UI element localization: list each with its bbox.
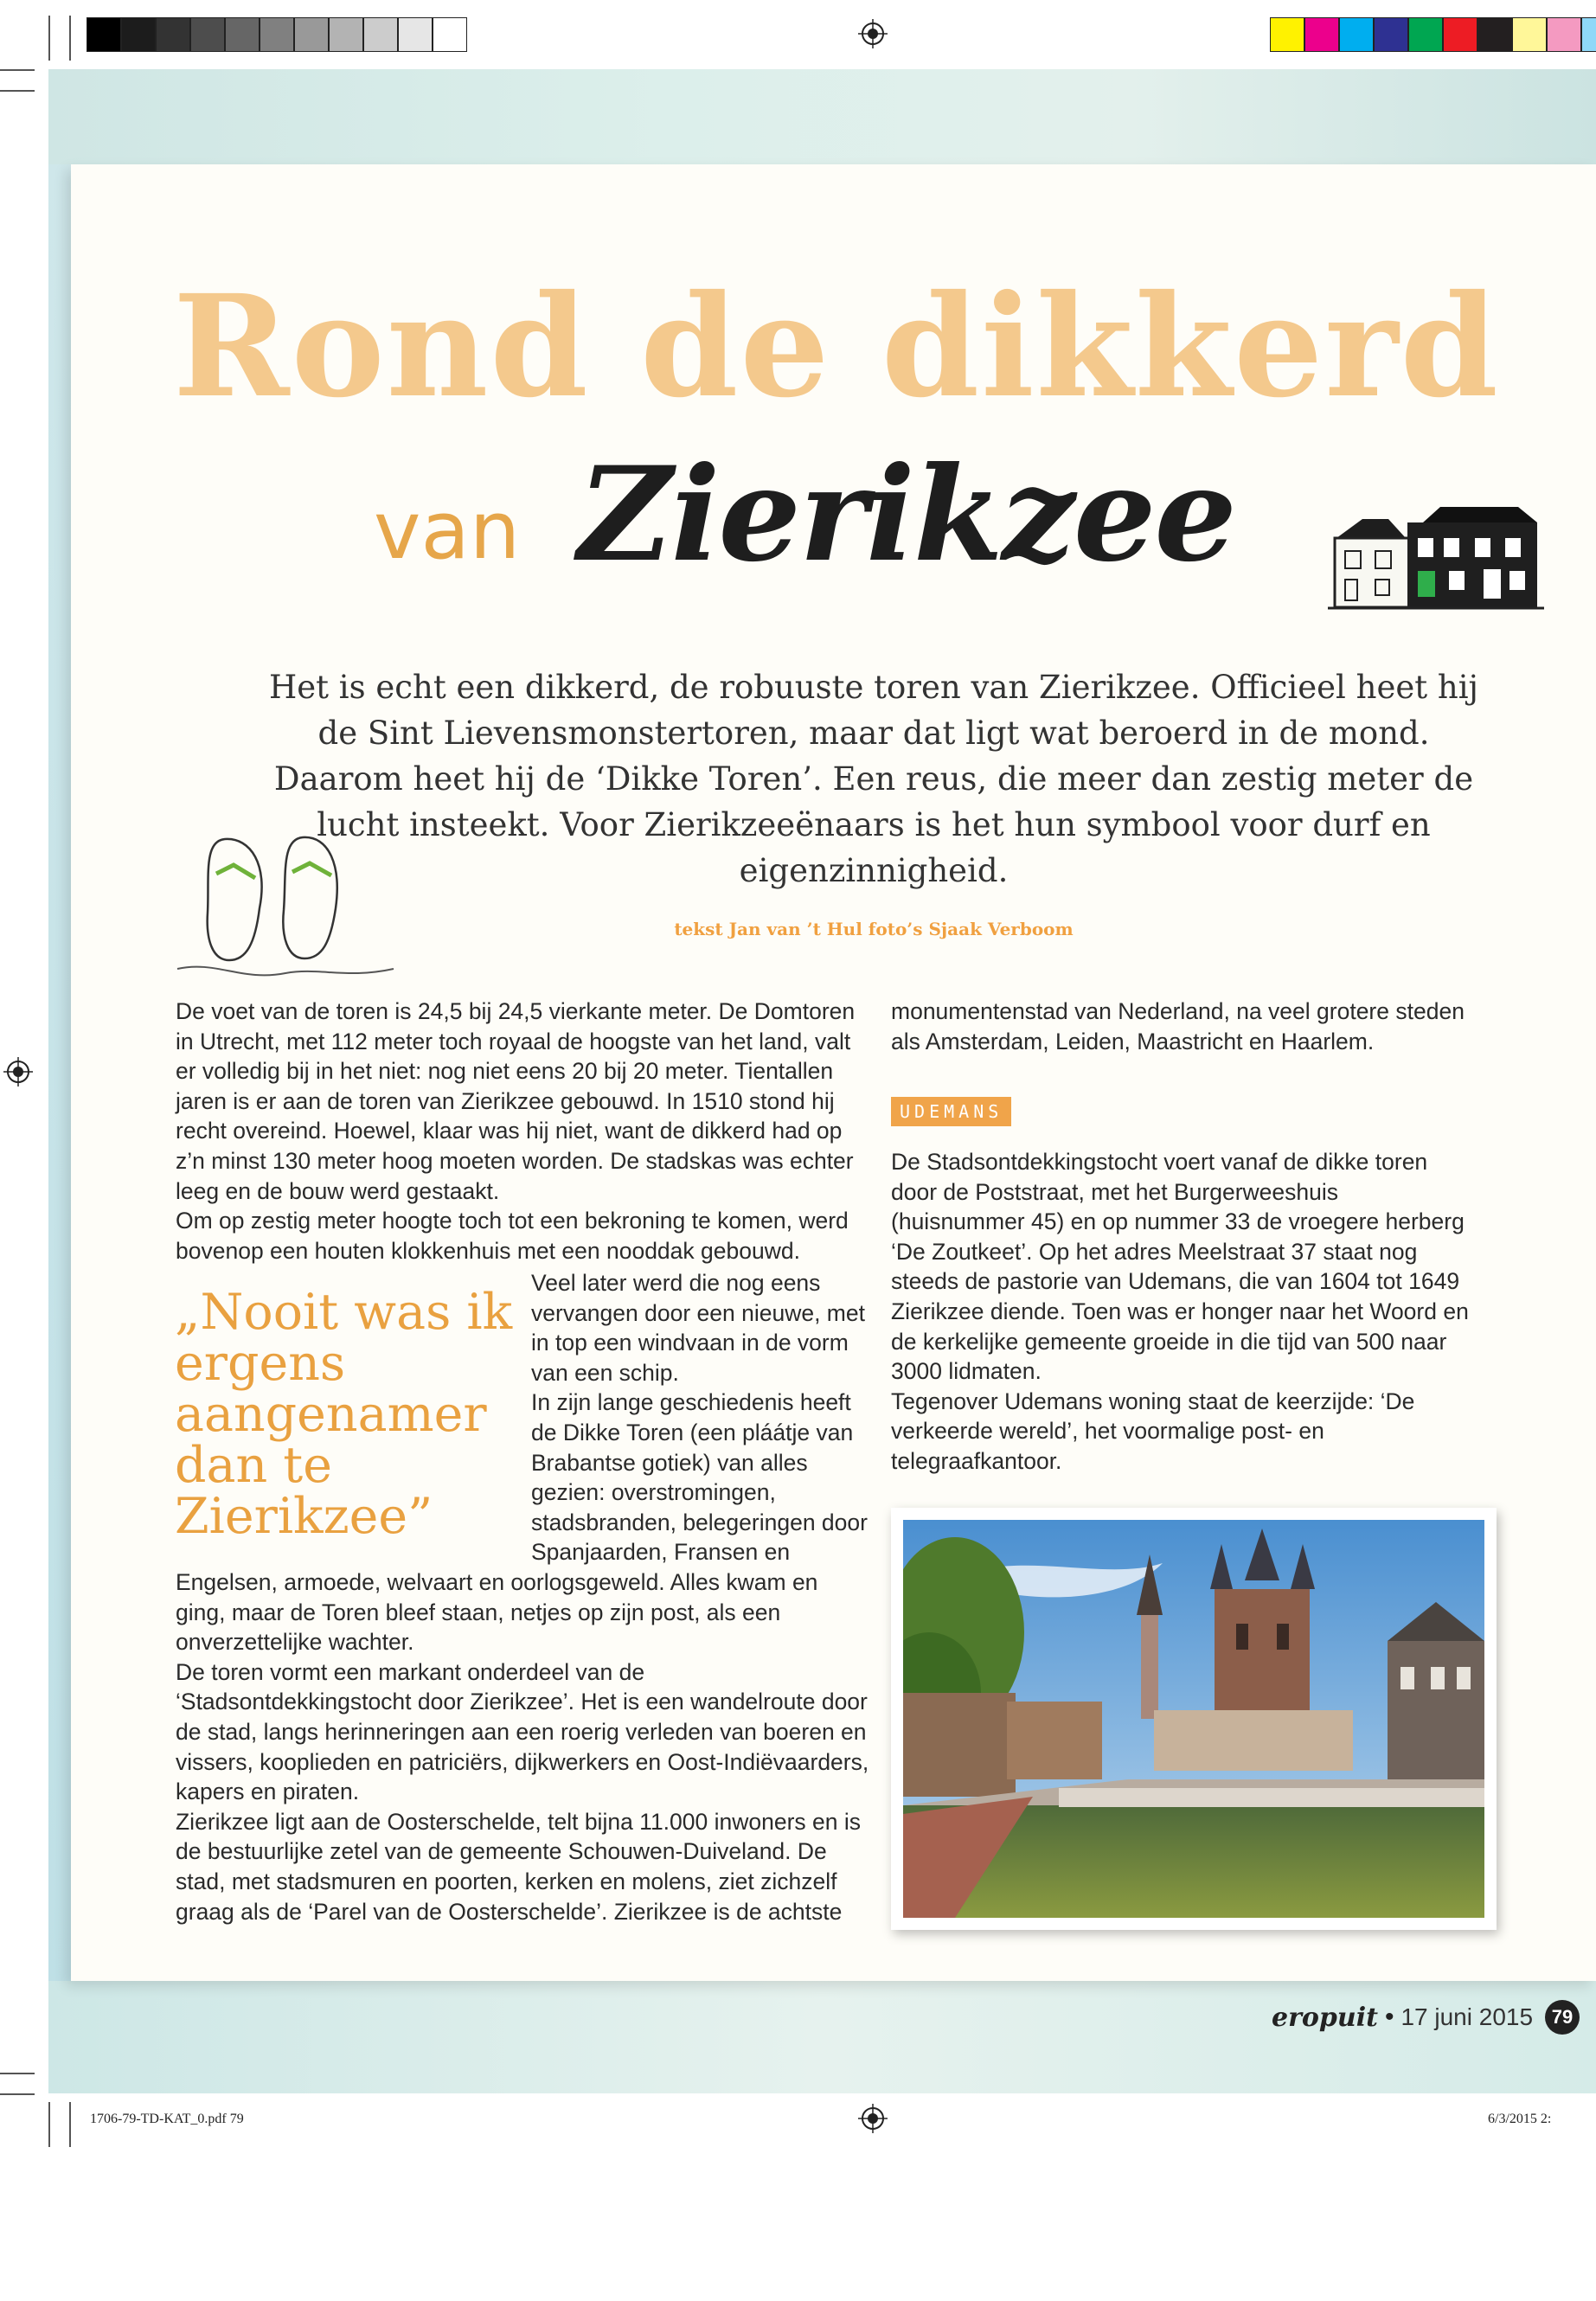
crop-line bbox=[0, 90, 35, 92]
page-number: 79 bbox=[1545, 2000, 1580, 2035]
crop-line bbox=[48, 16, 50, 61]
houses-illustration bbox=[1328, 503, 1544, 616]
body-paragraph: De Stadsontdekkingstocht voert vanaf de dikke toren door de Poststraat, met het Burgerweeshuis (huisnummer 45) en op nummer 33 de vroegere herberg ‘De Zoutkeet’. Op het adres Meelstraat 37 staat nog steeds de pastorie van Udemans, die van 1604 tot 1649 Zierikzee diende. Toen was er honger naar het Woord en de kerkelijke gemeente groeide in die tijd van 500 naar 3000 lidmaten. bbox=[891, 1149, 1469, 1385]
registration-mark-top bbox=[858, 19, 888, 48]
body-paragraph: In zijn lange geschiedenis heeft de Dikke Toren (een pláátje van Brabantse gotiek) van alles gezien: overstromingen, stadsbranden, belegeringen door Spanjaarden, Fransen en bbox=[531, 1389, 868, 1566]
section-heading-udemans: UDEMANS bbox=[891, 1097, 1011, 1126]
body-paragraph: De voet van de toren is 24,5 bij 24,5 vierkante meter. De Domtoren in Utrecht, met 112 meter toch royaal de hoogste van het land, valt er volledig bij in het niet: nog niet eens 20 bij 20 meter. Tientallen jaren is er aan de toren van Zierikzee gebouwd. In 1510 stond hij recht overeind. Hoewel, klaar was hij niet, want de dikkerd had op z’n minst 130 meter hoog moeten worden. De stadskas was echter leeg en de bouw werd gestaakt. bbox=[176, 998, 856, 1204]
grayscale-bar bbox=[87, 17, 467, 52]
body-paragraph: Om op zestig meter hoogte toch tot een bekroning te komen, werd bovenop een houten klokkenhuis met een nooddak gebouwd. bbox=[176, 1208, 849, 1264]
body-paragraph: monumentenstad van Nederland, na veel grotere steden als Amsterdam, Leiden, Maastricht en Haarlem. bbox=[891, 998, 1465, 1054]
body-paragraph: Tegenover Udemans woning staat de keerzijde: ‘De verkeerde wereld’, het voormalige post- en telegraafkantoor. bbox=[891, 1388, 1415, 1474]
color-bar bbox=[1270, 17, 1596, 52]
crop-line bbox=[69, 2102, 71, 2147]
registration-mark-left bbox=[3, 1057, 33, 1086]
body-paragraph: Veel later werd die nog eens vervangen door een nieuwe, met in top een windvaan in de vorm van een schip. bbox=[531, 1270, 865, 1386]
title-line-1: Rond de dikkerd bbox=[173, 265, 1500, 429]
credit-line: tekst Jan van ’t Hul foto’s Sjaak Verboom bbox=[674, 919, 1074, 939]
body-paragraph: De toren vormt een markant onderdeel van de ‘Stadsontdekkingstocht door Zierikzee’. Het is een wandelroute door de stad, langs herinneringen aan een roerig verleden van boeren en vissers, kooplieden en patriciërs, dijkwerkers en Oost-Indiëvaarders, kapers en piraten. bbox=[176, 1658, 869, 1805]
column-1-narrow bbox=[531, 1268, 873, 1567]
column-1-bottom bbox=[176, 1567, 872, 1926]
title-zierikzee: Zierikzee bbox=[578, 439, 1235, 591]
page-border-bottom bbox=[48, 1981, 1596, 2093]
column-2-body bbox=[891, 1147, 1476, 1477]
page-border-top bbox=[48, 69, 1596, 164]
body-paragraph: Zierikzee ligt aan de Oosterschelde, telt bijna 11.000 inwoners en is de bestuurlijke zetel van de gemeente Schouwen-Duiveland. De stad, met stadsmuren en poorten, kerken en molens, ziet zichzelf graag als de ‘Parel van de Oosterschelde’. Zierikzee is de achtste bbox=[176, 1808, 862, 1925]
footer-separator: • bbox=[1384, 2003, 1394, 2031]
crop-line bbox=[0, 69, 35, 71]
page-footer bbox=[1272, 2000, 1580, 2035]
flip-flops-illustration bbox=[173, 830, 398, 986]
slug-date: 6/3/2015 2: bbox=[1488, 2112, 1552, 2126]
crop-line bbox=[48, 2102, 50, 2147]
photo-zierikzee-harbour bbox=[891, 1508, 1497, 1930]
footer-date: 17 juni 2015 bbox=[1401, 2003, 1534, 2030]
crop-line bbox=[69, 16, 71, 61]
body-paragraph: Engelsen, armoede, welvaart en oorlogsgeweld. Alles kwam en ging, maar de Toren bleef staan, netjes op zijn post, als een onverzettelijke wachter. bbox=[176, 1569, 818, 1656]
column-1-top bbox=[176, 997, 872, 1266]
page-border-left bbox=[48, 164, 71, 1981]
registration-mark-bottom bbox=[858, 2104, 888, 2133]
harbour-photo-drawing bbox=[903, 1520, 1484, 1918]
crop-line bbox=[0, 2073, 35, 2074]
pull-quote: „Nooit was ik ergens aangenamer dan te Zierikzee” bbox=[175, 1284, 513, 1545]
slug-file: 1706-79-TD-KAT_0.pdf 79 bbox=[90, 2112, 244, 2126]
crop-line bbox=[0, 2093, 35, 2095]
footer-brand: eropuit bbox=[1272, 2002, 1378, 2033]
title-van: van bbox=[374, 484, 521, 577]
column-2-top bbox=[891, 997, 1476, 1056]
intro-paragraph: Het is echt een dikkerd, de robuuste toren van Zierikzee. Officieel heet hij de Sint Lievensmonstertoren, maar dat ligt wat beroerd in de mond. Daarom heet hij de ‘Dikke Toren’. Een reus, die meer dan zestig meter de lucht insteekt. Voor Zierikzeeënaars is het hun symbool voor durf en eigenzinnigheid. bbox=[269, 669, 1478, 889]
